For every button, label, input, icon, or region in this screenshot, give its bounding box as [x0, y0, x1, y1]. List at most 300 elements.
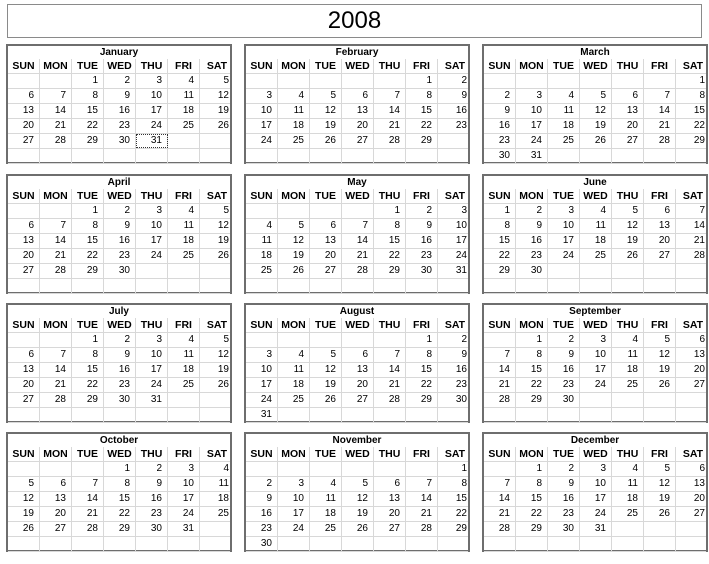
month-grid [246, 318, 468, 423]
week-row [8, 119, 230, 134]
week-row [8, 492, 230, 507]
day-cell: 2 [104, 74, 136, 88]
weekday-label: MON [40, 318, 72, 332]
weekday-label: SAT [206, 448, 228, 460]
day-cell: 26 [217, 379, 229, 390]
day-cell: 2 [104, 204, 136, 218]
week-row [246, 264, 468, 279]
day-cell: 2 [104, 333, 136, 347]
day-cell: 29 [455, 523, 467, 534]
empty-day-cell [548, 149, 580, 163]
empty-day-cell [342, 408, 374, 422]
weekday-label: THU [136, 189, 168, 203]
day-cell: 9 [104, 219, 136, 233]
week-row [8, 74, 230, 89]
week-row [484, 74, 706, 89]
day-cell: 24 [136, 249, 168, 263]
day-cell: 20 [693, 364, 705, 375]
day-cell: 7 [374, 348, 406, 362]
day-cell: 11 [168, 348, 200, 362]
day-cell: 13 [644, 219, 676, 233]
weekday-label: WED [104, 189, 136, 203]
day-cell: 23 [104, 119, 136, 133]
day-cell: 26 [310, 393, 342, 407]
empty-day-cell [548, 537, 580, 551]
day-cell: 16 [516, 234, 548, 248]
day-cell: 15 [406, 363, 438, 377]
day-cell: 3 [580, 333, 612, 347]
empty-day-cell [342, 149, 374, 163]
empty-day-cell [168, 537, 200, 551]
weekday-label: WED [104, 318, 136, 332]
day-cell: 29 [104, 522, 136, 536]
day-cell: 25 [246, 264, 278, 278]
weekday-label: THU [612, 318, 644, 332]
empty-day-cell [136, 408, 168, 422]
day-cell: 24 [455, 250, 467, 261]
day-cell: 5 [278, 219, 310, 233]
week-row [484, 333, 706, 348]
week-row [484, 462, 706, 477]
week-row [8, 104, 230, 119]
empty-day-cell [406, 408, 438, 422]
day-cell: 7 [484, 477, 516, 491]
empty-day-cell [136, 264, 168, 278]
week-row [8, 89, 230, 104]
day-cell: 16 [548, 363, 580, 377]
day-cell: 11 [278, 104, 310, 118]
day-cell: 16 [455, 364, 467, 375]
week-row [8, 408, 230, 423]
weekday-label: WED [104, 447, 136, 461]
day-cell: 27 [8, 134, 40, 148]
day-cell: 25 [168, 119, 200, 133]
day-cell: 27 [310, 264, 342, 278]
empty-day-cell [136, 149, 168, 163]
day-cell: 18 [168, 234, 200, 248]
week-row [8, 249, 230, 264]
week-row [246, 119, 468, 134]
day-cell: 21 [374, 378, 406, 392]
empty-day-cell [612, 537, 644, 551]
day-cell: 10 [136, 348, 168, 362]
day-cell: 21 [40, 378, 72, 392]
day-cell: 20 [693, 493, 705, 504]
week-row [246, 149, 468, 164]
day-cell: 23 [455, 379, 467, 390]
empty-day-cell [438, 408, 472, 422]
month-grid [484, 318, 706, 423]
weekday-label: TUE [72, 318, 104, 332]
empty-day-cell [8, 333, 40, 347]
empty-day-cell [168, 149, 200, 163]
weekday-label: FRI [168, 447, 200, 461]
day-cell: 13 [40, 492, 72, 506]
day-cell: 1 [72, 204, 104, 218]
day-cell: 19 [644, 363, 676, 377]
day-cell: 1 [516, 333, 548, 347]
day-cell: 27 [374, 522, 406, 536]
day-cell: 7 [644, 89, 676, 103]
day-cell: 11 [612, 477, 644, 491]
empty-day-cell [484, 408, 516, 422]
day-cell: 8 [374, 219, 406, 233]
weekday-label: THU [612, 189, 644, 203]
week-row [8, 149, 230, 164]
day-cell: 26 [278, 264, 310, 278]
week-row [246, 492, 468, 507]
day-cell: 20 [310, 249, 342, 263]
week-row [484, 234, 706, 249]
day-cell: 2 [548, 462, 580, 476]
day-cell: 10 [580, 477, 612, 491]
day-cell: 16 [548, 492, 580, 506]
weekday-label: SUN [484, 318, 516, 332]
day-cell: 2 [461, 75, 467, 86]
empty-day-cell [310, 204, 342, 218]
day-cell: 23 [246, 522, 278, 536]
day-cell: 28 [40, 393, 72, 407]
day-cell: 7 [40, 348, 72, 362]
week-row [484, 204, 706, 219]
weekday-label: FRI [406, 59, 438, 73]
week-row [484, 492, 706, 507]
empty-day-cell [580, 149, 612, 163]
week-row [484, 378, 706, 393]
day-cell: 16 [104, 234, 136, 248]
day-cell: 27 [40, 522, 72, 536]
month-june [482, 174, 708, 294]
day-cell: 27 [693, 508, 705, 519]
month-grid [8, 189, 230, 294]
day-cell: 14 [693, 220, 705, 231]
day-cell: 16 [136, 492, 168, 506]
day-cell: 17 [246, 378, 278, 392]
week-row [8, 348, 230, 363]
day-cell: 17 [168, 492, 200, 506]
empty-day-cell [104, 279, 136, 293]
day-cell: 23 [548, 507, 580, 521]
week-row [246, 204, 468, 219]
empty-day-cell [612, 522, 644, 536]
day-cell: 20 [644, 234, 676, 248]
day-cell: 11 [278, 363, 310, 377]
month-grid [246, 189, 468, 294]
month-march [482, 44, 708, 164]
week-row [484, 119, 706, 134]
day-cell: 3 [136, 333, 168, 347]
day-cell: 31 [168, 522, 200, 536]
week-row [246, 89, 468, 104]
week-row [246, 363, 468, 378]
day-cell: 17 [246, 119, 278, 133]
week-row [484, 537, 706, 552]
day-cell: 24 [246, 393, 278, 407]
weekday-label: SAT [444, 190, 466, 202]
empty-day-cell [676, 522, 709, 536]
day-cell: 30 [104, 134, 136, 148]
weekday-label: SUN [8, 59, 40, 73]
week-row [484, 89, 706, 104]
empty-day-cell [278, 462, 310, 476]
day-cell: 29 [72, 134, 104, 148]
day-cell: 19 [342, 507, 374, 521]
day-cell: 5 [342, 477, 374, 491]
day-cell: 24 [168, 507, 200, 521]
day-cell: 13 [8, 363, 40, 377]
weekday-label: SUN [8, 189, 40, 203]
empty-day-cell [8, 149, 40, 163]
weekday-label: THU [374, 59, 406, 73]
day-cell: 7 [374, 89, 406, 103]
month-grid [8, 318, 230, 423]
day-cell: 13 [310, 234, 342, 248]
day-cell: 21 [40, 249, 72, 263]
day-cell: 3 [246, 348, 278, 362]
day-cell: 14 [40, 104, 72, 118]
day-cell: 1 [406, 74, 438, 88]
day-cell: 1 [374, 204, 406, 218]
day-cell: 12 [644, 477, 676, 491]
empty-day-cell [8, 408, 40, 422]
day-cell: 13 [8, 104, 40, 118]
day-cell: 14 [406, 492, 438, 506]
day-cell: 23 [455, 120, 467, 131]
empty-day-cell [40, 462, 72, 476]
empty-day-cell [104, 537, 136, 551]
empty-day-cell [484, 74, 516, 88]
weekday-label: MON [40, 59, 72, 73]
week-row [484, 477, 706, 492]
day-cell: 4 [168, 74, 200, 88]
day-cell: 4 [278, 348, 310, 362]
day-cell: 6 [699, 463, 705, 474]
weekday-label: THU [612, 447, 644, 461]
day-cell: 9 [484, 104, 516, 118]
day-cell: 18 [310, 507, 342, 521]
empty-day-cell [72, 462, 104, 476]
day-cell: 12 [310, 363, 342, 377]
day-cell: 10 [168, 477, 200, 491]
empty-day-cell [40, 149, 72, 163]
empty-day-cell [484, 462, 516, 476]
week-row [8, 204, 230, 219]
day-cell: 3 [168, 462, 200, 476]
day-cell: 22 [406, 378, 438, 392]
empty-day-cell [72, 408, 104, 422]
day-cell: 14 [40, 363, 72, 377]
day-cell: 25 [580, 249, 612, 263]
month-grid [484, 189, 706, 294]
empty-day-cell [200, 134, 234, 148]
day-cell: 28 [644, 134, 676, 148]
weekday-header-row [246, 189, 468, 204]
empty-day-cell [406, 462, 438, 476]
empty-day-cell [406, 537, 438, 551]
weekday-label: SUN [246, 318, 278, 332]
month-april [6, 174, 232, 294]
weekday-label: SAT [444, 448, 466, 460]
weekday-header-row [484, 318, 706, 333]
week-row [484, 134, 706, 149]
empty-day-cell [644, 408, 676, 422]
day-cell: 9 [461, 90, 467, 101]
weekday-header-row [8, 59, 230, 74]
weekday-header-row [484, 447, 706, 462]
day-cell: 9 [516, 219, 548, 233]
weekday-label: FRI [406, 447, 438, 461]
day-cell: 18 [278, 378, 310, 392]
day-cell: 8 [699, 90, 705, 101]
week-row [484, 522, 706, 537]
month-grid [246, 447, 468, 552]
week-row [8, 462, 230, 477]
day-cell: 11 [168, 89, 200, 103]
day-cell: 21 [693, 235, 705, 246]
empty-day-cell [580, 537, 612, 551]
day-cell: 7 [40, 89, 72, 103]
month-title: March [580, 47, 610, 58]
empty-day-cell [580, 408, 612, 422]
empty-day-cell [484, 279, 516, 293]
week-row [246, 537, 468, 552]
week-row [484, 348, 706, 363]
week-row [246, 378, 468, 393]
weekday-label: SUN [246, 447, 278, 461]
day-cell: 30 [484, 149, 516, 163]
empty-day-cell [612, 393, 644, 407]
weekday-label: FRI [168, 189, 200, 203]
day-cell: 12 [310, 104, 342, 118]
empty-day-cell [246, 204, 278, 218]
day-cell: 6 [699, 334, 705, 345]
weekday-label: SUN [484, 447, 516, 461]
month-title: April [107, 177, 131, 188]
day-cell: 25 [612, 507, 644, 521]
week-row [484, 279, 706, 294]
day-cell: 28 [693, 250, 705, 261]
week-row [484, 408, 706, 423]
empty-day-cell [548, 279, 580, 293]
day-cell: 8 [406, 89, 438, 103]
day-cell: 6 [310, 219, 342, 233]
day-cell: 1 [72, 74, 104, 88]
week-row [246, 393, 468, 408]
weekday-label: WED [104, 59, 136, 73]
day-cell: 10 [580, 348, 612, 362]
empty-day-cell [644, 264, 676, 278]
month-title: October [99, 435, 139, 446]
month-title: May [347, 177, 367, 188]
empty-day-cell [676, 408, 709, 422]
day-cell: 28 [374, 393, 406, 407]
day-cell: 16 [104, 363, 136, 377]
week-row [8, 477, 230, 492]
day-cell: 11 [168, 219, 200, 233]
empty-day-cell [612, 149, 644, 163]
empty-day-cell [310, 74, 342, 88]
empty-day-cell [374, 462, 406, 476]
month-july [6, 303, 232, 423]
day-cell: 21 [40, 119, 72, 133]
day-cell: 26 [644, 507, 676, 521]
day-cell: 11 [310, 492, 342, 506]
day-cell: 8 [406, 348, 438, 362]
week-row [8, 507, 230, 522]
weekday-label: TUE [72, 59, 104, 73]
day-cell: 31 [246, 408, 278, 422]
day-cell: 7 [40, 219, 72, 233]
day-cell: 9 [104, 89, 136, 103]
day-cell: 17 [516, 119, 548, 133]
week-row [8, 378, 230, 393]
day-cell: 30 [455, 394, 467, 405]
empty-day-cell [342, 462, 374, 476]
weekday-label: THU [136, 59, 168, 73]
day-cell: 25 [278, 134, 310, 148]
day-cell: 10 [246, 363, 278, 377]
month-grid [246, 59, 468, 164]
day-cell: 4 [168, 204, 200, 218]
day-cell: 6 [8, 219, 40, 233]
day-cell: 1 [72, 333, 104, 347]
empty-day-cell [72, 279, 104, 293]
week-row [246, 507, 468, 522]
week-row [246, 348, 468, 363]
weekday-label: WED [342, 447, 374, 461]
day-cell: 5 [310, 89, 342, 103]
day-cell: 19 [278, 249, 310, 263]
day-cell: 22 [406, 119, 438, 133]
day-cell: 18 [612, 492, 644, 506]
empty-day-cell [310, 279, 342, 293]
week-row [8, 522, 230, 537]
empty-day-cell [40, 204, 72, 218]
week-row [8, 234, 230, 249]
week-row [246, 219, 468, 234]
day-cell: 23 [136, 507, 168, 521]
day-cell: 20 [8, 249, 40, 263]
empty-day-cell [580, 393, 612, 407]
day-cell: 29 [516, 522, 548, 536]
day-cell: 20 [374, 507, 406, 521]
day-cell: 8 [484, 219, 516, 233]
empty-day-cell [8, 204, 40, 218]
day-cell: 25 [168, 249, 200, 263]
empty-day-cell [676, 393, 709, 407]
day-cell: 22 [72, 378, 104, 392]
empty-day-cell [278, 74, 310, 88]
empty-day-cell [200, 522, 234, 536]
empty-day-cell [580, 74, 612, 88]
day-cell: 14 [484, 492, 516, 506]
week-row [246, 408, 468, 423]
day-cell: 16 [104, 104, 136, 118]
day-cell: 27 [8, 264, 40, 278]
day-cell: 25 [612, 378, 644, 392]
empty-day-cell [8, 74, 40, 88]
day-cell: 31 [136, 393, 168, 407]
day-cell: 17 [136, 363, 168, 377]
empty-day-cell [72, 149, 104, 163]
empty-day-cell [548, 408, 580, 422]
month-grid [8, 59, 230, 164]
weekday-label: SUN [8, 318, 40, 332]
empty-day-cell [644, 393, 676, 407]
day-cell: 24 [246, 134, 278, 148]
weekday-label: SAT [682, 448, 704, 460]
day-cell: 24 [278, 522, 310, 536]
